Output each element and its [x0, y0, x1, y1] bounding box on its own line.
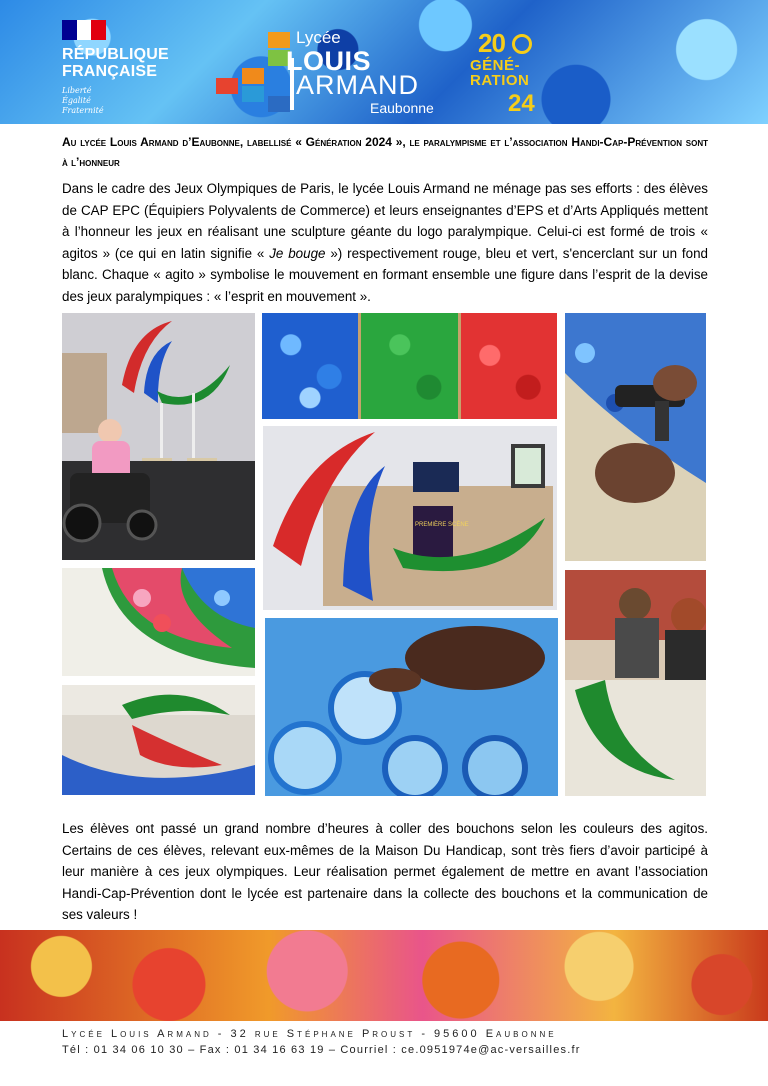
blue-caps-box: [262, 313, 358, 419]
logo-square-red: [216, 78, 238, 94]
generation-2024-logo: [470, 28, 560, 120]
lycee-louis-armand-logo: [212, 30, 452, 122]
motto-liberte: Liberté: [62, 86, 92, 95]
photo-student-with-sculpture: [62, 313, 255, 560]
generation-word-line1: GÉNÉ-: [470, 57, 521, 74]
poster: [413, 506, 453, 562]
photo-students-working: [565, 570, 706, 796]
hands-caps-illustration: [265, 618, 558, 796]
sculpture-table-illustration: [62, 685, 255, 795]
photo-sculpture-on-table: [62, 685, 255, 795]
photo-hands-sorting-caps: [265, 618, 558, 796]
poster-text: PREMIÈRE SCÈNE: [415, 522, 469, 528]
school-armand-text: ARMAND: [296, 70, 420, 100]
article-paragraph-1: [62, 178, 708, 307]
agitos-sculpture-illustration: [263, 426, 557, 610]
paragraph1-italic: Je bouge: [269, 245, 326, 261]
footer-address: Lycée Louis Armand - 32 rue Stéphane Proust - 95600 Eaubonne: [62, 1028, 557, 1040]
photo-agitos-closeup: [62, 568, 255, 676]
logo-square-blue: [242, 86, 264, 102]
generation-20-text: 20: [478, 28, 505, 58]
photo-sorted-bottle-caps: [262, 313, 557, 419]
francaise-line: FRANÇAISE: [62, 63, 158, 80]
photo-paralympic-sculpture: [263, 426, 557, 610]
generation-24-text: 24: [508, 90, 535, 117]
footer-caps-banner: [0, 930, 768, 1021]
logo-square-orange-2: [242, 68, 264, 84]
footer-contact: Tél : 01 34 06 10 30 – Fax : 01 34 16 63 19 – Courriel : ce.0951974e@ac-versailles.fr: [62, 1044, 581, 1056]
article-paragraph-2: Les élèves ont passé un grand nombre d’heures à coller des bouchons selon les couleurs des agitos. Certains de ces élèves, relevant eux-mêmes de la Maison Du Handicap, sont très fiers d’avoir participé à leur manière à ces jeux olympiques. Leur réalisation permet également de mettre en avant l’association Handi-Cap-Prévention dont le lycée est partenaire dans la collecte des bouchons et la communication de ses valeurs !: [62, 821, 708, 922]
generation-ring-icon: [512, 34, 532, 54]
motto-fraternite: Fraternité: [62, 106, 104, 115]
glue-gun-illustration: [565, 313, 706, 561]
green-caps-box: [358, 313, 460, 419]
header-banner: [0, 0, 768, 124]
republique-francaise-title: [62, 46, 169, 80]
photo-student-illustration: [62, 313, 255, 560]
republique-francaise-logo: [50, 20, 180, 116]
article-headline: Au lycée Louis Armand d’Eaubonne, labellisé « Génération 2024 », le paralympisme et l’association Handi-Cap-Prévention sont à l’honneur: [62, 135, 708, 169]
school-louis-text: LOUIS: [286, 46, 372, 76]
school-lycee-text: Lycée: [296, 28, 341, 47]
photo-glue-gun-hands: [565, 313, 706, 561]
agitos-closeup-illustration: [62, 568, 255, 676]
generation-word-line2: RATION: [470, 72, 530, 89]
school-city-text: Eaubonne: [370, 100, 434, 116]
republique-motto: [62, 86, 104, 116]
logo-square-darkblue: [268, 96, 290, 112]
students-working-illustration: [565, 570, 706, 796]
republique-line: RÉPUBLIQUE: [62, 46, 169, 63]
red-caps-box: [461, 313, 557, 419]
paragraph1-text-a: Dans le cadre des Jeux Olympiques de Paris, le lycée Louis Armand ne ménage pas ses efforts : des élèves de CAP EPC (Équipiers Polyvalents de Commerce) et leurs enseignantes d’EPS et d’Arts Appliqués mettent à l’honneur les jeux en réalisant une sculpture géante du logo paralympique. Celui-ci est formé de trois « agitos » (ce qui en latin signifie «: [62, 181, 708, 261]
generation-word: [470, 58, 529, 88]
paragraph1-text-b: ») respectivement rouge, bleu et vert, s'encerclant sur un fond blanc. Chaque « agito » symbolise le mouvement en formant ensemble une figure dans l’esprit de la devise des jeux paralympiques : « l’esprit en mouvement ».: [62, 245, 708, 304]
french-flag-icon: [62, 20, 106, 40]
motto-egalite: Égalité: [62, 96, 91, 105]
